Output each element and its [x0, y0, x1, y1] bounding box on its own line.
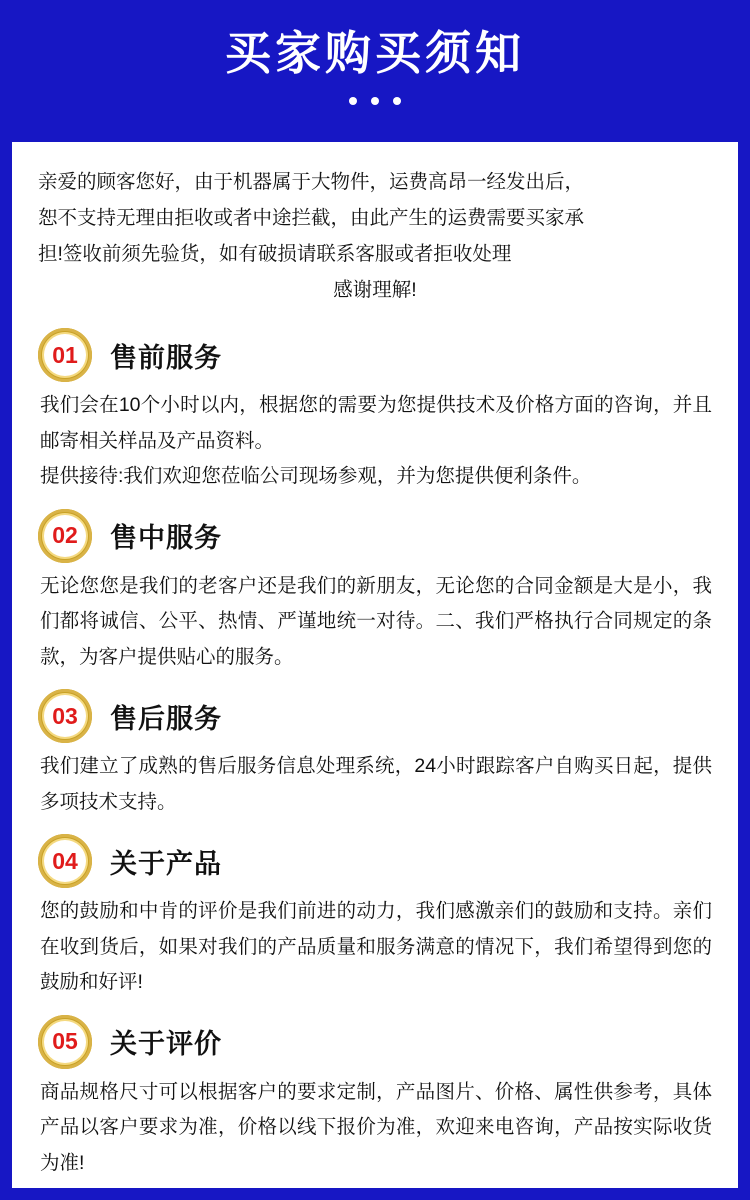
section-body: [38, 894, 712, 1000]
section-pre-sale: [12, 328, 738, 494]
section-title: 售前服务: [110, 342, 222, 373]
intro-paragraph: [12, 142, 738, 314]
section-number: 01: [52, 341, 78, 368]
section-number: 04: [52, 847, 78, 874]
section-number-badge: [38, 509, 92, 563]
dot-icon: [393, 97, 401, 105]
section-title: 售后服务: [110, 703, 222, 734]
section-header: [38, 834, 712, 888]
section-during-sale: [12, 509, 738, 675]
section-title: 关于评价: [110, 1029, 222, 1060]
section-line: 商品规格尺寸可以根据客户的要求定制，产品图片、价格、属性供参考，具体产品以客户要求为准，价格以线下报价为准，欢迎来电咨询，产品按实际收货为准!: [40, 1080, 712, 1174]
intro-line: 担!签收前须先验货，如有破损请联系客服或者拒收处理: [38, 243, 512, 266]
section-header: [38, 328, 712, 382]
section-line: 提供接待:我们欢迎您莅临公司现场参观，并为您提供便利条件。: [40, 465, 592, 488]
section-title: 关于产品: [110, 848, 222, 879]
page-title: 买家购买须知: [225, 27, 525, 79]
intro-line: 恕不支持无理由拒收或者中途拦截，由此产生的运费需要买家承: [38, 207, 585, 230]
dot-icon: [371, 97, 379, 105]
section-line: 您的鼓励和中肯的评价是我们前进的动力，我们感激亲们的鼓励和支持。亲们在收到货后，如果对我们的产品质量和服务满意的情况下，我们希望得到您的鼓励和好评!: [40, 900, 712, 994]
section-header: [38, 689, 712, 743]
section-number-badge: [38, 834, 92, 888]
section-line: 我们会在10个小时以内，根据您的需要为您提供技术及价格方面的咨询，并且邮寄相关样品及产品资料。: [40, 394, 712, 452]
section-number: 02: [52, 522, 78, 549]
section-body: [38, 388, 712, 494]
section-header: [38, 1015, 712, 1069]
header-dots: [349, 97, 401, 105]
section-body: [38, 569, 712, 675]
section-header: [38, 509, 712, 563]
section-body: [38, 1075, 712, 1181]
section-line: 我们建立了成熟的售后服务信息处理系统，24小时跟踪客户自购买日起，提供多项技术支持。: [40, 755, 712, 813]
section-number-badge: [38, 1015, 92, 1069]
section-title: 售中服务: [110, 523, 222, 554]
section-number-badge: [38, 689, 92, 743]
section-number: 03: [52, 702, 78, 729]
intro-line: 亲爱的顾客您好，由于机器属于大物件，运费高昂一经发出后，: [38, 171, 585, 193]
section-number: 05: [52, 1028, 78, 1055]
section-about-review: [12, 1015, 738, 1181]
section-about-product: [12, 834, 738, 1000]
section-number-badge: [38, 328, 92, 382]
section-body: [38, 749, 712, 820]
section-after-sale: [12, 689, 738, 820]
dot-icon: [349, 97, 357, 105]
intro-line: 感谢理解!: [333, 279, 417, 302]
section-line: 无论您您是我们的老客户还是我们的新朋友，无论您的合同金额是大是小，我们都将诚信、公平、热情、严谨地统一对待。二、我们严格执行合同规定的条款，为客户提供贴心的服务。: [40, 574, 712, 668]
page-header: [12, 0, 738, 142]
